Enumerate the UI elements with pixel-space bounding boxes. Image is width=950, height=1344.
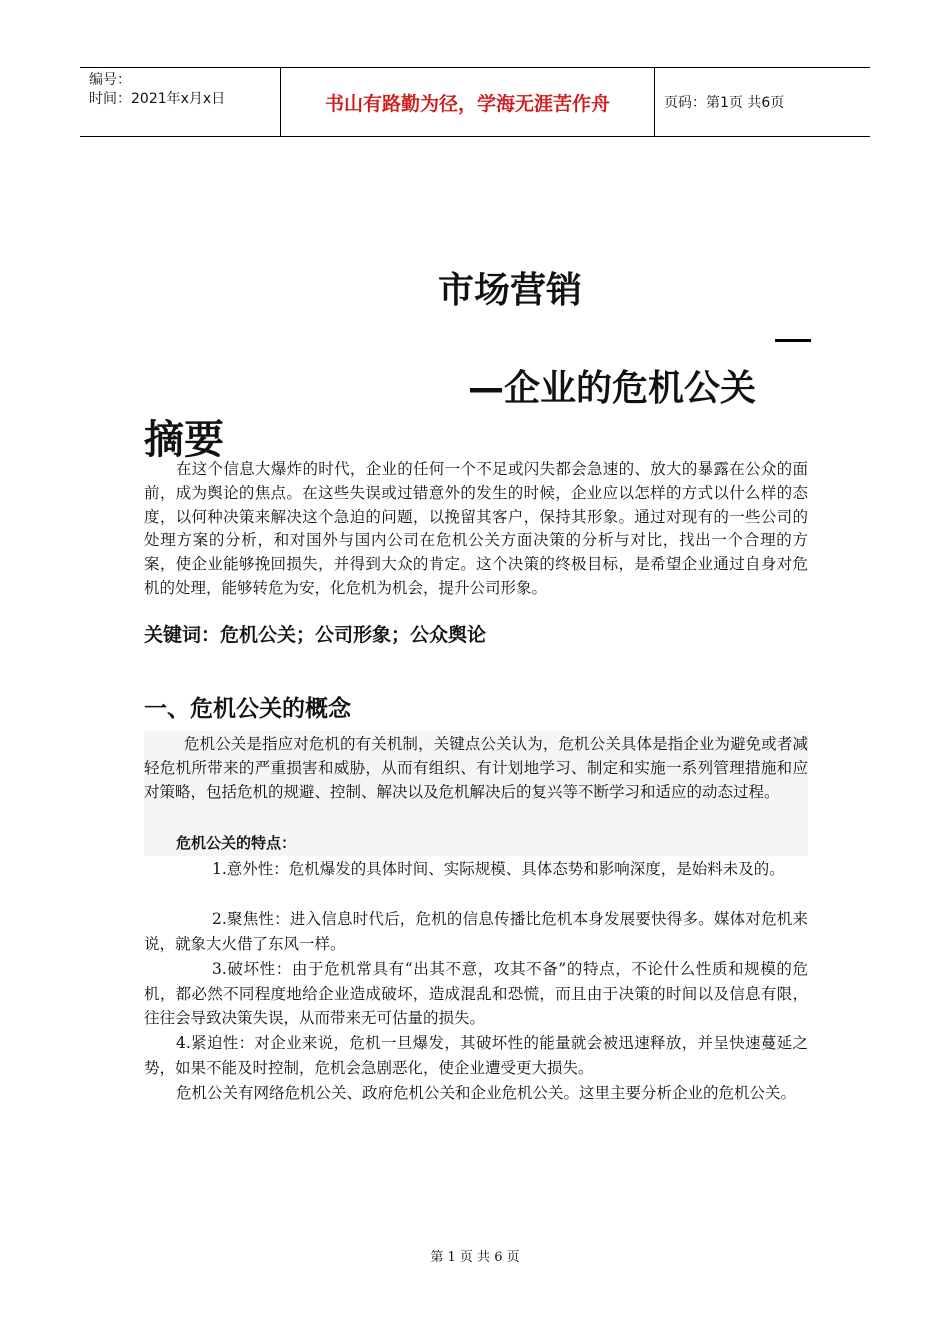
page-footer: 第 1 页 共 6 页	[430, 1250, 520, 1265]
closing-paragraph: 危机公关有网络危机公关、政府危机公关和企业危机公关。这里主要分析企业的危机公关。	[176, 1084, 797, 1102]
abstract-text: 在这个信息大爆炸的时代，企业的任何一个不足或闪失都会急速的、放大的暴露在公众的面前，成为舆论的焦点。在这些失误或过错意外的发生的时候，企业应以怎样的方式以什么样的态度，以何种决策来解决这个急迫的问题，以挽留其客户，保持其形象。通过对现有的一些公司的处理方案的分析，和对国外与国内公司在危机公关方面决策的分析与对比，找出一个合理的方案，使企业能够挽回损失，并得到大众的肯定。这个决策的终极目标，是希望企业通过自身对危机的处理，能够转危为安，化危机为机会，提升公司形象。	[144, 460, 808, 597]
time-label: 时间：2021年x月x日	[89, 91, 226, 107]
feature-item: 4.紧迫性：对企业来说，危机一旦爆发，其破坏性的能量就会被迅速释放，并呈快速蔓延之势，如果不能及时控制，危机会急剧恶化，使企业遭受更大损失。	[144, 1034, 808, 1077]
definition-paragraph: 危机公关是指应对危机的有关机制，关键点公关认为，危机公关具体是指企业为避免或者减轻危机所带来的严重损害和威胁，从而有组织、有计划地学习、制定和实施一系列管理措施和应对策略，包括危机的规避、控制、解决以及危机解决后的复兴等不断学习和适应的动态过程。	[144, 735, 808, 801]
header-table	[80, 67, 870, 137]
document-subtitle: —企业的危机公关	[468, 368, 757, 409]
header-page-code: 页码：第1页 共6页	[664, 95, 785, 111]
feature-item: 1.意外性：危机爆发的具体时间、实际规模、具体态势和影响深度，是始料未及的。	[212, 860, 785, 878]
features-heading: 危机公关的特点：	[176, 834, 297, 852]
feature-item: 2.聚焦性：进入信息时代后，危机的信息传播比危机本身发展要快得多。媒体对危机来说，就象大火借了东风一样。	[144, 910, 808, 953]
feature-item: 3.破坏性：由于危机常具有“出其不意，攻其不备”的特点，不论什么性质和规模的危机，都必然不同程度地给企业造成破坏，造成混乱和恐慌，而且由于决策的时间以及信息有限，往往会导致决策失误，从而带来无可估量的损失。	[144, 960, 808, 1027]
number-label: 编号：	[89, 72, 131, 88]
section-heading: 一、危机公关的概念	[144, 696, 351, 722]
keywords: 关键词：危机公关；公司形象；公众舆论	[144, 624, 487, 646]
abstract-heading: 摘要	[144, 417, 224, 463]
header-info-cell	[80, 68, 280, 136]
header-motto: 书山有路勤为径，学海无涯苦作舟	[280, 68, 655, 136]
title-dash-divider	[775, 339, 811, 342]
document-title: 市场营销	[438, 270, 583, 311]
